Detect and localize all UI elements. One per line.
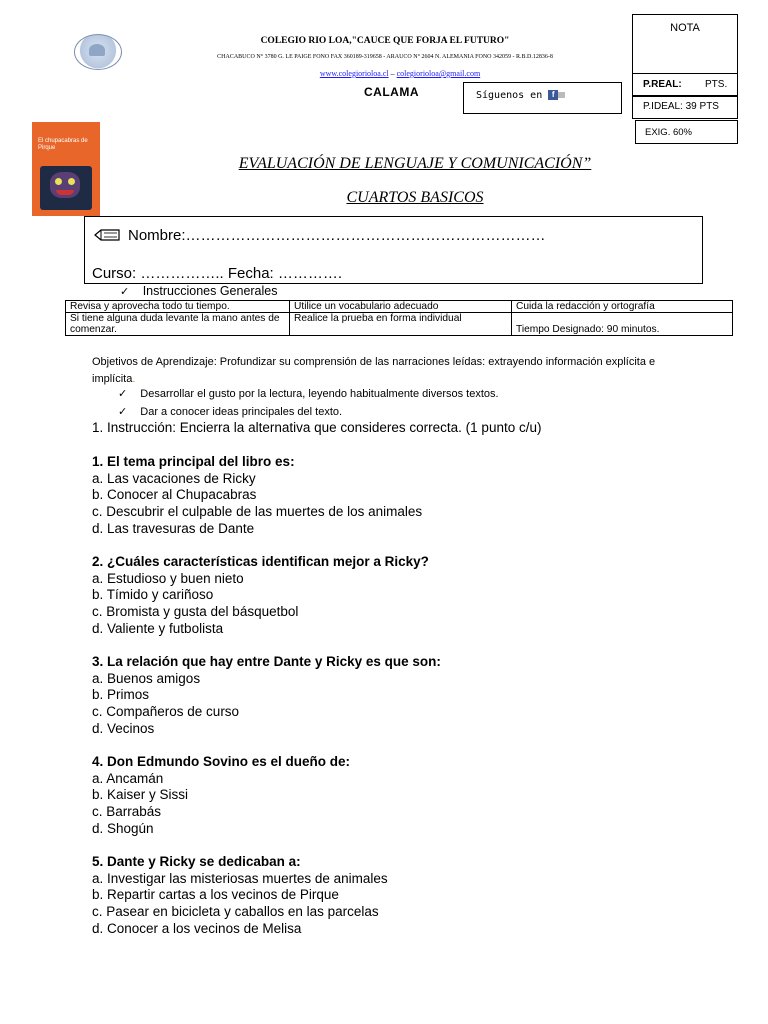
questions-list	[92, 454, 692, 954]
answer-option[interactable]: d. Vecinos	[92, 720, 155, 736]
objectives-body: Objetivos de Aprendizaje: Profundizar su comprensión de las narraciones leídas: extrayendo información explícita e implícita	[92, 356, 656, 385]
question-text: 4. Don Edmundo Sovino es el dueño de:	[92, 754, 351, 770]
book-cover-eye	[55, 178, 62, 185]
objectives-text	[92, 354, 692, 388]
question-block	[92, 454, 692, 538]
answer-option[interactable]: a. Investigar las misteriosas muertes de animales	[92, 870, 388, 886]
table-row	[66, 301, 733, 313]
instructions-heading	[120, 284, 278, 298]
answer-option[interactable]: a. Las vacaciones de Ricky	[92, 470, 256, 486]
table-row	[66, 313, 733, 336]
answer-option[interactable]: d. Shogún	[92, 820, 154, 836]
school-links	[200, 69, 600, 78]
answer-option[interactable]: c. Descubrir el culpable de las muertes de los animales	[92, 504, 423, 520]
question-text: 5. Dante y Ricky se dedicaban a:	[92, 854, 301, 870]
school-name: COLEGIO RIO LOA,"CAUCE QUE FORJA EL FUTURO"	[260, 36, 510, 46]
question-block	[92, 854, 692, 938]
answer-option[interactable]: b. Repartir cartas a los vecinos de Pirque	[92, 887, 339, 903]
objective-item	[118, 405, 342, 418]
rules-cell: Revisa y aprovecha todo tu tiempo.	[66, 301, 290, 313]
answer-option[interactable]: c. Bromista y gusta del básquetbol	[92, 604, 299, 620]
question-block	[92, 554, 692, 638]
objective-item	[118, 387, 499, 400]
answer-option[interactable]: c. Pasear en bicicleta y caballos en las parcelas	[92, 904, 379, 920]
follow-box	[463, 82, 622, 114]
follow-label: Síguenos en	[476, 90, 543, 101]
real-points-unit: PTS.	[705, 79, 728, 90]
answer-option[interactable]: a. Ancamán	[92, 770, 164, 786]
pencil-icon	[94, 229, 120, 241]
facebook-icon[interactable]: f	[548, 90, 558, 100]
question-text: 3. La relación que hay entre Dante y Ricky es que son:	[92, 654, 441, 670]
link-separator: –	[390, 69, 395, 78]
objectives-period: .	[132, 373, 136, 385]
book-cover-eye	[68, 178, 75, 185]
rules-cell: Utilice un vocabulario adecuado	[290, 301, 512, 313]
question-text: 1. El tema principal del libro es:	[92, 454, 295, 469]
book-cover-image	[32, 122, 100, 216]
answer-option[interactable]: d. Valiente y futbolista	[92, 620, 224, 636]
ideal-points-label: P.IDEAL: 39	[643, 101, 697, 112]
question-text: 2. ¿Cuáles características identifican mejor a Ricky?	[92, 554, 429, 570]
email-link[interactable]: colegiorioloa@gmail.com	[396, 69, 481, 78]
website-link[interactable]: www.colegiorioloa.cl	[319, 69, 389, 78]
ideal-points-box	[632, 95, 738, 119]
ideal-points-unit: PTS	[699, 101, 719, 112]
rules-cell: Realice la prueba en forma individual	[290, 313, 512, 336]
instruction-line: 1. Instrucción: Encierra la alternativa que consideres correcta. (1 punto c/u)	[92, 420, 542, 435]
grade-label: NOTA	[670, 22, 700, 34]
real-points-label: P.REAL:	[643, 79, 682, 90]
answer-option[interactable]: a. Buenos amigos	[92, 670, 201, 686]
answer-option[interactable]: c. Compañeros de curso	[92, 704, 240, 720]
grade-box	[632, 14, 738, 74]
rules-cell: Si tiene alguna duda levante la mano antes de comenzar.	[66, 313, 290, 336]
city-label: CALAMA	[364, 85, 419, 99]
book-cover-mouth	[56, 190, 74, 195]
rules-cell: Cuida la redacción y ortografía	[512, 301, 733, 313]
instructions-heading-text: Instrucciones Generales	[142, 284, 278, 298]
school-crest-logo	[74, 34, 122, 70]
answer-option[interactable]: b. Primos	[92, 687, 150, 703]
answer-option[interactable]: b. Tímido y cariñoso	[92, 587, 214, 603]
book-cover-title: El chupacabras de Pirque	[38, 138, 88, 151]
answer-option[interactable]: b. Conocer al Chupacabras	[92, 487, 257, 503]
objective-item-text: Desarrollar el gusto por la lectura, leyendo habitualmente diversos textos.	[140, 388, 499, 400]
rules-cell: Tiempo Designado: 90 minutos.	[512, 313, 733, 336]
answer-option[interactable]: d. Conocer a los vecinos de Melisa	[92, 920, 302, 936]
requirement-label: EXIG. 60%	[645, 127, 692, 138]
answer-option[interactable]: b. Kaiser y Sissi	[92, 787, 189, 803]
checkmark-icon: ✓	[118, 388, 128, 400]
facebook-bar-icon	[558, 92, 565, 98]
real-points-box	[632, 73, 738, 97]
question-block	[92, 754, 692, 838]
answer-option[interactable]: a. Estudioso y buen nieto	[92, 570, 244, 586]
answer-option[interactable]: c. Barrabás	[92, 804, 162, 820]
checkmark-icon: ✓	[118, 406, 128, 418]
exam-title: EVALUACIÓN DE LENGUAJE Y COMUNICACIÓN”	[238, 155, 592, 172]
rules-table	[65, 300, 733, 336]
requirement-box	[635, 120, 738, 144]
answer-option[interactable]: d. Las travesuras de Dante	[92, 520, 255, 536]
checkmark-icon: ✓	[120, 286, 130, 298]
course-date-field[interactable]: Curso: …………….. Fecha: ………….	[92, 265, 343, 282]
name-field[interactable]: Nombre:………………………………………………………………	[128, 227, 546, 244]
objective-item-text: Dar a conocer ideas principales del texto.	[140, 406, 343, 418]
exam-subtitle: CUARTOS BASICOS	[346, 189, 484, 206]
question-block	[92, 654, 692, 738]
school-address: CHACABUCO N° 3780 G. LE PAIGE FONO FAX 360189-319658 - ARAUCO N° 2604 N. ALEMANIA FONO 342059 - R.B.D.12836-8	[217, 54, 553, 60]
